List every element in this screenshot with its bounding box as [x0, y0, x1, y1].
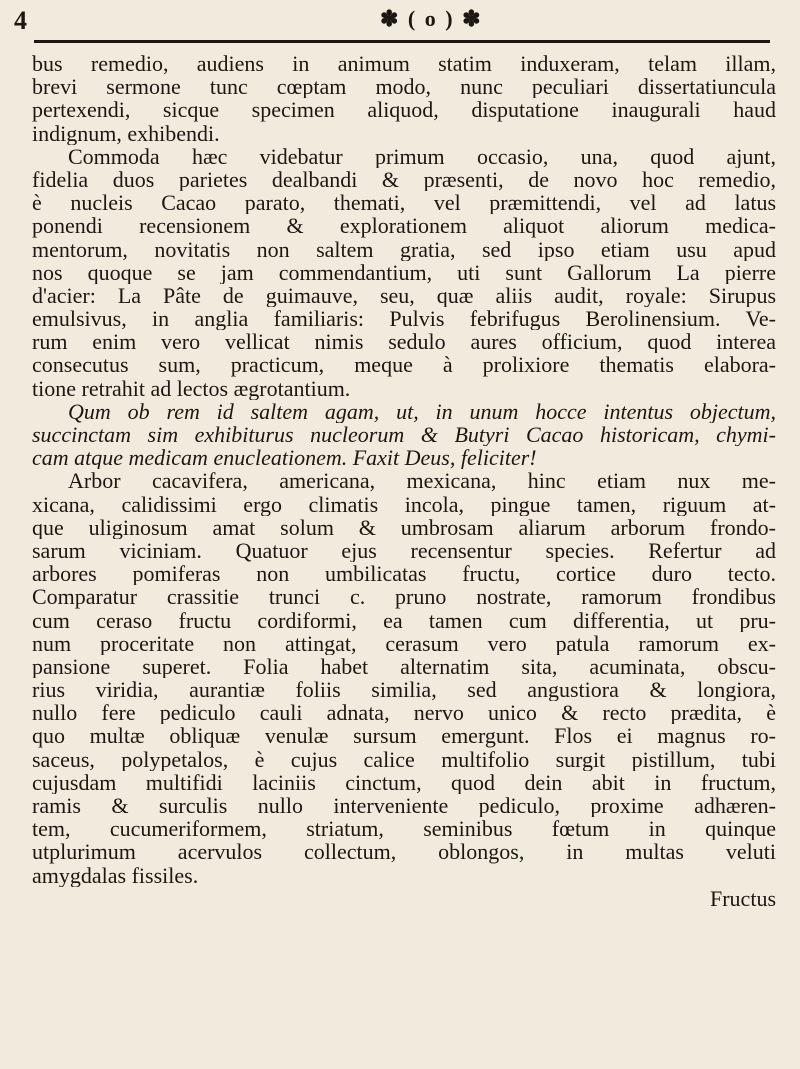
text-line: pertexendi, sicque specimen aliquod, disputatione inaugurali haud [32, 98, 776, 122]
text-line: rius viridia, aurantiæ foliis similia, sed angustiora & longiora, [32, 678, 776, 702]
text-line: nos quoque se jam commendantium, uti sunt Gallorum La pierre [32, 260, 776, 284]
text-line: Commoda hæc videbatur primum occasio, una, quod ajunt, [68, 144, 776, 168]
text-line: è nucleis Cacao parato, themati, vel præmittendi, vel ad latus [32, 191, 776, 215]
text-line: consecutus sum, practicum, meque à prolixiore thematis elabora- [32, 353, 776, 377]
text-line: ramis & surculis nullo interveniente pediculo, proxime adhæren- [32, 794, 776, 818]
text-line: cam atque medicam enucleationem. Faxit Deus, feliciter! [32, 446, 537, 470]
header-ornament: ✽ ( o ) ✽ [380, 6, 483, 31]
text-line: mentorum, novitatis non saltem gratia, sed ipso etiam usu apud [32, 237, 776, 261]
text-line: rum enim vero vellicat nimis sedulo aures officium, quod interea [32, 330, 776, 354]
text-line: quo multæ obliquæ venulæ sursum emergunt. Flos ei magnus ro- [32, 724, 776, 748]
body-text [32, 52, 776, 910]
text-line: cum ceraso fructu cordiformi, ea tamen cum differentia, ut pru- [32, 608, 776, 632]
text-line: saceus, polypetalos, è cujus calice multifolio surgit pistillum, tubi [32, 747, 776, 771]
text-line: brevi sermone tunc cœptam modo, nunc peculiari dissertatiuncula [32, 75, 776, 99]
text-line: d'acier: La Pâte de guimauve, seu, quæ aliis audit, royale: Sirupus [32, 283, 776, 308]
text-line: tem, cucumeriformem, striatum, seminibus fœtum in quinque [32, 817, 776, 841]
text-line: que uliginosum amat solum & umbrosam aliarum arborum frondo- [32, 515, 776, 539]
text-line: fidelia duos parietes dealbandi & præsenti, de novo hoc remedio, [32, 167, 776, 192]
text-line: arbores pomiferas non umbilicatas fructu, cortice duro tecto. [32, 562, 776, 586]
text-line: Comparatur crassitie trunci c. pruno nostrate, ramorum frondibus [32, 585, 776, 609]
header-rule [34, 40, 770, 43]
text-line: bus remedio, audiens in animum statim induxeram, telam illam, [32, 52, 776, 76]
text-line: emulsivus, in anglia familiaris: Pulvis febrifugus Berolinensium. Ve- [32, 307, 776, 331]
text-line: Qum ob rem id saltem agam, ut, in unum hocce intentus objectum, [68, 399, 776, 423]
text-line: amygdalas fissiles. [32, 863, 199, 887]
catchword: Fructus [710, 886, 776, 910]
text-line: ponendi recensionem & explorationem aliquot aliorum medica- [32, 214, 776, 238]
text-line: xicana, calidissimi ergo climatis incola, pingue tamen, riguum at- [32, 492, 776, 516]
text-line: tione retrahit ad lectos ægrotantium. [32, 376, 351, 400]
text-line: indignum, exhibendi. [32, 121, 220, 145]
text-line: num proceritate non attingat, cerasum vero patula ramorum ex- [32, 631, 776, 655]
page-header [0, 0, 800, 44]
text-line: utplurimum acervulos collectum, oblongos, in multas veluti [32, 840, 776, 864]
text-line: Arbor cacavifera, americana, mexicana, hinc etiam nux me- [68, 469, 776, 493]
text-line: sarum viciniam. Quatuor ejus recensentur species. Refertur ad [32, 538, 776, 563]
page-number: 4 [14, 6, 27, 35]
text-line: pansione superet. Folia habet alternatim sita, acuminata, obscu- [32, 654, 776, 679]
text-line: succinctam sim exhibiturus nucleorum & Butyri Cacao historicam, chymi- [32, 423, 776, 447]
text-line: nullo fere pediculo cauli adnata, nervo unico & recto prædita, è [32, 701, 776, 725]
text-line: cujusdam multifidi laciniis cinctum, quod dein abit in fructum, [32, 770, 776, 794]
